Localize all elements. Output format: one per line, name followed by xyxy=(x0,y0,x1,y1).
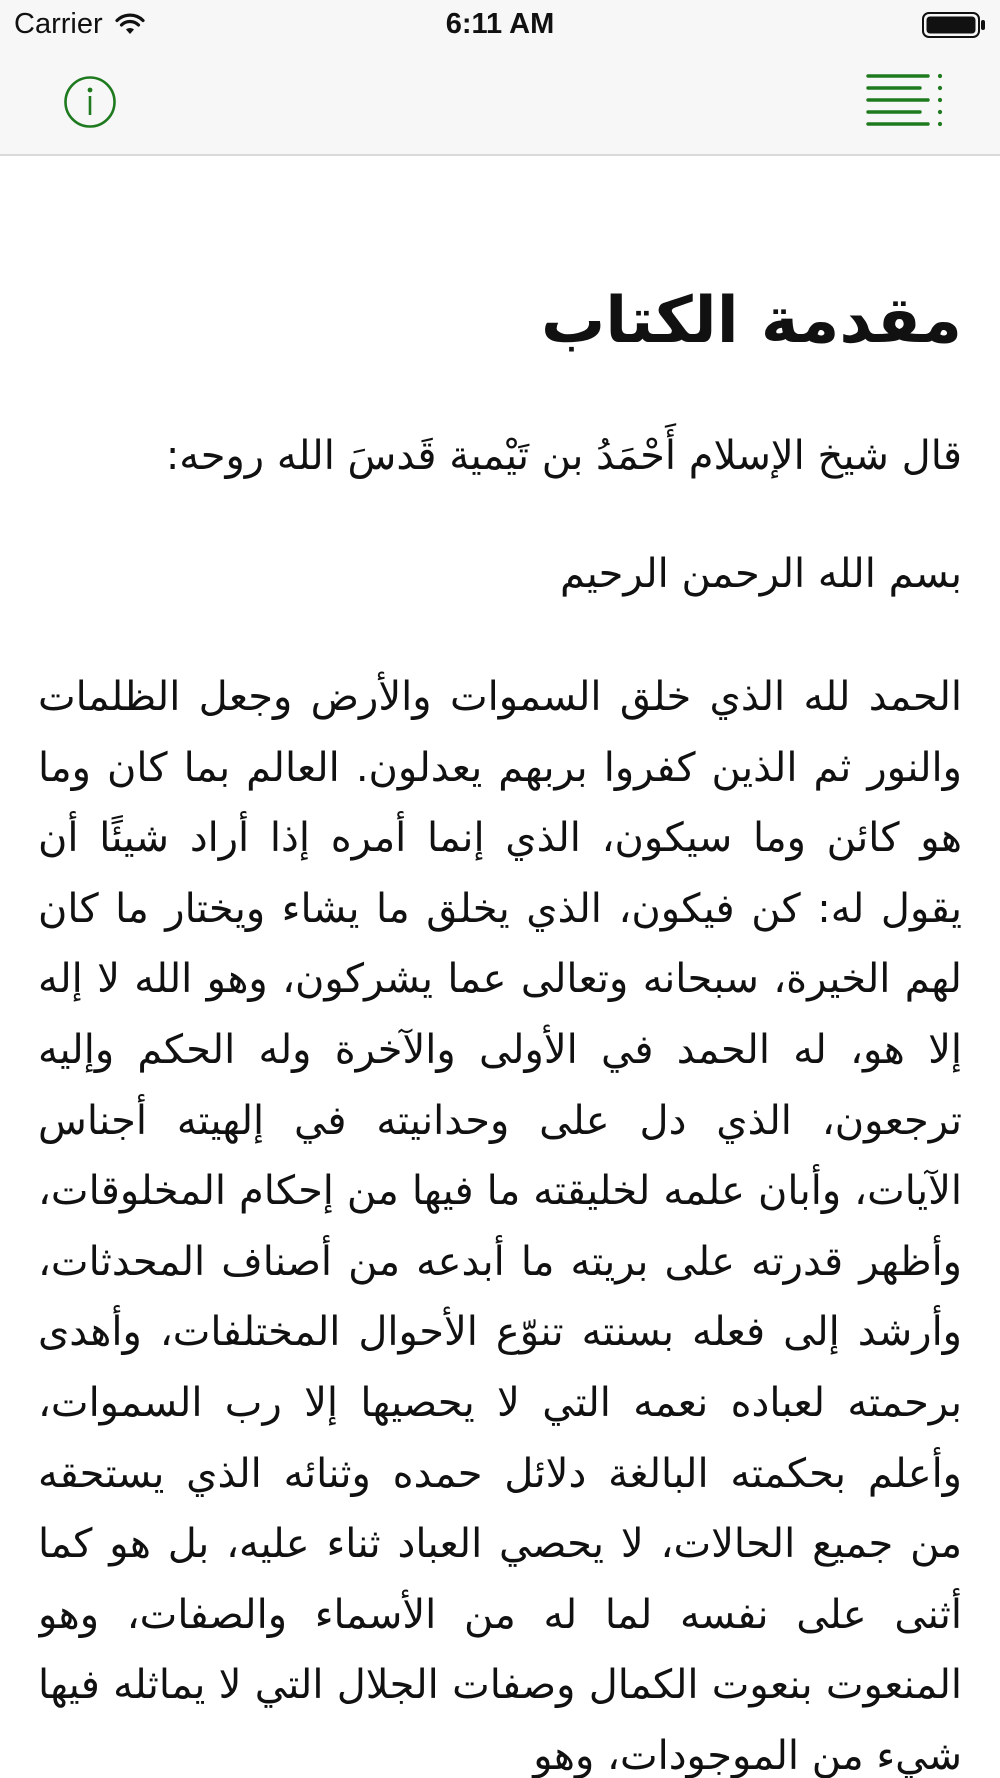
basmala-line: بسم الله الرحمن الرحيم xyxy=(559,551,962,597)
status-time: 6:11 AM xyxy=(445,8,555,40)
article-body: الحمد لله الذي خلق السموات والأرض وجعل الظلمات والنور ثم الذين كفروا بربهم يعدلون. العالم بما كان وما هو كائن وما سيكون، الذي إنما أمره إذا أراد شيئًا أن يقول له: كن فيكون، الذي يخلق ما يشاء ويختار ما كان لهم الخيرة، سبحانه وتعالى عما يشركون، وهو الله لا إله إلا هو، له الحمد في الأولى والآخرة وله الحكم وإليه ترجعون، الذي دل على وحدانيته في إلهيته أجناس الآيات، وأبان علمه لخليقته ما فيها من إحكام المخلوقات، وأظهر قدرته على بريته ما أبدعه من أصناف المحدثات، وأرشد إلى فعله بسنته تنوّع الأحوال المختلفات، وأهدى برحمته لعباده نعمه التي لا يحصيها إلا رب السموات، وأعلم بحكمته البالغة دلائل حمده وثنائه الذي يستحقه من جميع الحالات، لا يحصي العباد ثناء عليه، بل هو كما أثنى على نفسه لما له من الأسماء والصفات، وهو المنعوت بنعوت الكمال وصفات الجلال التي لا يماثله فيها شيء من الموجودات، وهو xyxy=(38,674,962,1778)
intro-line: قال شيخ الإسلام أَحْمَدُ بن تَيْمية قَدسَ الله روحه: xyxy=(165,433,962,479)
status-bar xyxy=(0,0,1000,50)
battery-icon xyxy=(922,12,986,38)
info-button[interactable] xyxy=(62,74,118,130)
chapter-title: مقدمة الكتاب xyxy=(540,284,962,358)
info-circle-icon xyxy=(62,74,118,130)
table-of-contents-button[interactable] xyxy=(864,72,948,132)
navigation-bar xyxy=(0,50,1000,156)
table-of-contents-icon xyxy=(864,72,948,132)
carrier-label: Carrier xyxy=(14,8,103,40)
article-content[interactable] xyxy=(38,156,962,1778)
